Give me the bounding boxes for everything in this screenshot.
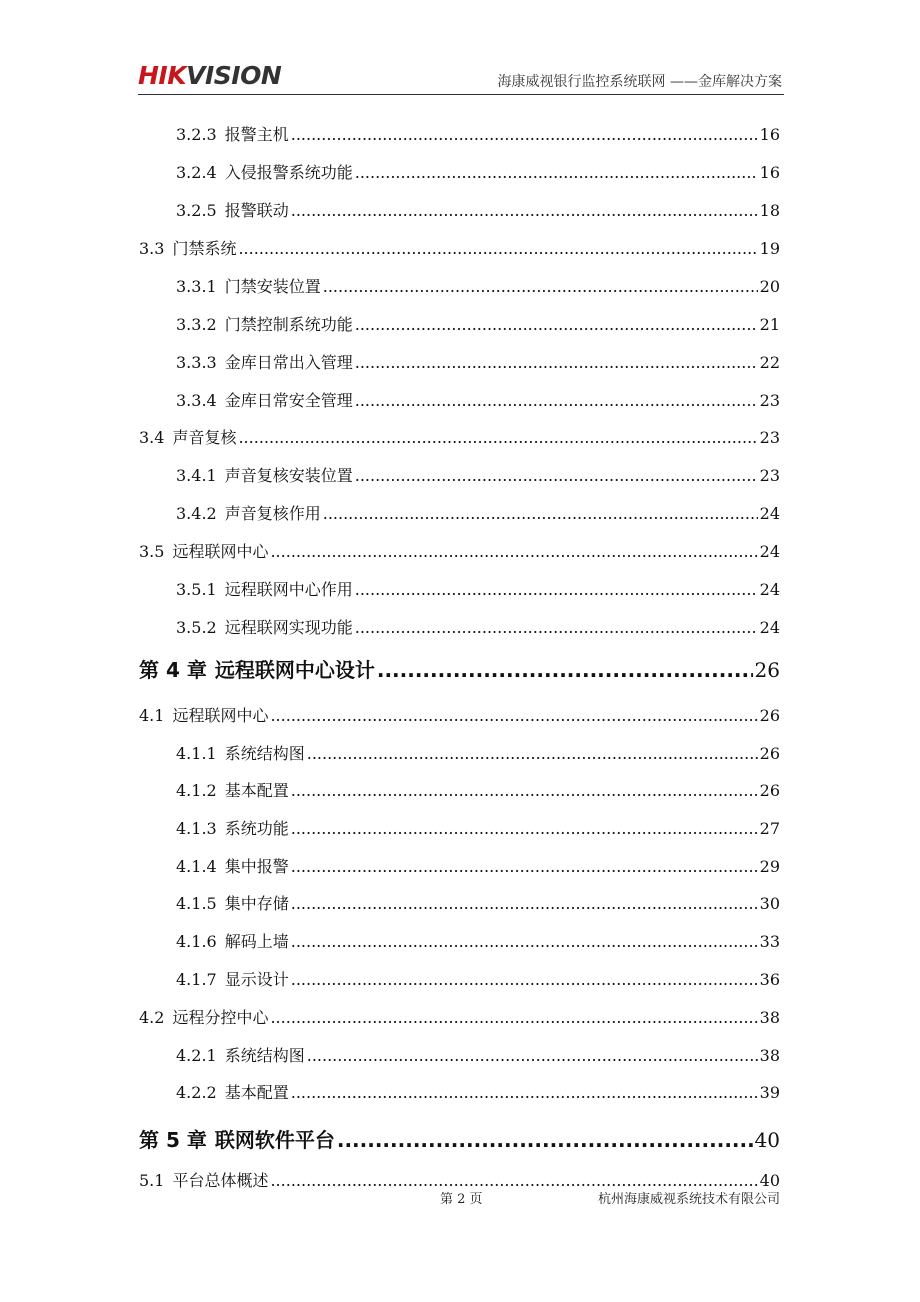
toc-leader-dots [270,1008,757,1027]
toc-leader-dots [291,819,758,838]
toc-entry-page: 26 [759,781,780,800]
toc-entry-page: 38 [759,1046,780,1065]
toc-leader-dots [355,353,758,372]
toc-entry-title: 金库日常安全管理 [224,391,353,410]
toc-entry-page: 24 [759,580,780,599]
toc-entry-page: 36 [759,970,780,989]
toc-entry-title: 联网软件平台 [214,1128,335,1152]
toc-entry-title: 平台总体概述 [172,1171,269,1190]
toc-entry-number: 4.2 [139,1008,165,1027]
toc-entry-page: 23 [759,466,780,485]
toc-entry-number: 3.2.4 [176,163,217,182]
toc-entry-page: 18 [759,201,780,220]
toc-entry-label [176,967,289,990]
toc-entry-title: 声音复核作用 [224,504,321,523]
toc-leader-dots [238,428,757,447]
toc-entry-label [176,274,321,297]
toc-entry-title: 门禁安装位置 [224,277,321,296]
toc-entry-page: 40 [754,1128,780,1152]
toc-entry[interactable] [139,1005,780,1028]
toc-entry-title: 显示设计 [224,970,289,989]
toc-entry[interactable] [176,198,780,221]
toc-entry[interactable] [176,615,780,638]
toc-entry[interactable] [176,1080,780,1103]
toc-leader-dots [291,932,758,951]
toc-entry-title: 远程分控中心 [172,1008,269,1027]
toc-entry[interactable] [176,577,780,600]
toc-entry[interactable] [139,539,780,562]
toc-entry-number: 4.1.4 [176,857,217,876]
toc-entry-page: 29 [759,857,780,876]
toc-entry-number: 3.5 [139,542,165,561]
toc-entry-title: 集中报警 [224,857,289,876]
toc-entry-label [176,1043,305,1066]
toc-entry-title: 系统功能 [224,819,289,838]
toc-entry-page: 20 [759,277,780,296]
toc-entry-number: 4.1.7 [176,970,217,989]
toc-entry-page: 23 [759,391,780,410]
toc-entry[interactable] [139,1124,780,1153]
footer-company: 杭州海康威视系统技术有限公司 [597,1192,780,1207]
toc-entry[interactable] [176,741,780,764]
toc-leader-dots [291,970,758,989]
toc-entry-page: 26 [759,706,780,725]
toc-entry-number: 3.3.1 [176,277,217,296]
toc-leader-dots [238,239,757,258]
toc-leader-dots [307,744,758,763]
toc-entry-page: 38 [759,1008,780,1027]
toc-entry-title: 门禁系统 [172,239,237,258]
toc-entry-number: 3.4.2 [176,504,217,523]
toc-entry-page: 24 [759,618,780,637]
toc-entry-label [176,1080,289,1103]
toc-entry-label [176,198,289,221]
toc-entry[interactable] [176,816,780,839]
toc-entry[interactable] [139,654,780,683]
toc-entry-number: 3.4 [139,428,165,447]
toc-entry[interactable] [176,388,780,411]
toc-entry-page: 24 [759,504,780,523]
toc-entry-page: 26 [759,744,780,763]
toc-entry-page: 27 [759,819,780,838]
toc-entry-number: 4.1 [139,706,165,725]
toc-entry-label [139,1168,268,1191]
toc-entry-number: 3.3.3 [176,353,217,372]
toc-entry-title: 基本配置 [224,1083,289,1102]
toc-entry[interactable] [176,501,780,524]
toc-entry-title: 报警主机 [224,125,289,144]
toc-entry-number: 4.1.2 [176,781,217,800]
toc-entry[interactable] [176,967,780,990]
toc-entry-page: 33 [759,932,780,951]
toc-leader-dots [355,391,758,410]
toc-entry-label [139,539,268,562]
toc-entry-number: 4.2.2 [176,1083,217,1102]
toc-entry-page: 21 [759,315,780,334]
toc-leader-dots [270,542,757,561]
toc-entry-number: 4.1.6 [176,932,217,951]
toc-entry-title: 入侵报警系统功能 [224,163,353,182]
toc-entry[interactable] [176,160,780,183]
toc-leader-dots [355,466,758,485]
toc-entry[interactable] [176,350,780,373]
toc-leader-dots [323,277,758,296]
toc-entry-label [139,703,268,726]
toc-entry-number: 3.2.5 [176,201,217,220]
toc-entry[interactable] [176,122,780,145]
toc-entry-label [176,501,321,524]
toc-entry-title: 远程联网中心作用 [224,580,353,599]
toc-leader-dots [355,580,758,599]
toc-entry-label [176,854,289,877]
toc-entry-title: 远程联网中心 [172,542,269,561]
toc-entry-page: 24 [759,542,780,561]
toc-entry-number: 第 5 章 [139,1128,207,1152]
toc-entry-title: 金库日常出入管理 [224,353,353,372]
toc-leader-dots [291,857,758,876]
toc-entry[interactable] [176,778,780,801]
toc-entry-label [139,236,236,259]
toc-entry-number: 3.4.1 [176,466,217,485]
toc-leader-dots [355,315,758,334]
toc-entry-title: 远程联网中心 [172,706,269,725]
toc-entry-number: 4.1.3 [176,819,217,838]
toc-entry-label [176,350,353,373]
toc-entry-label [139,425,236,448]
toc-entry-number: 5.1 [139,1171,165,1190]
toc-entry[interactable] [176,274,780,297]
toc-entry-title: 远程联网中心设计 [214,658,375,682]
toc-entry[interactable] [139,236,780,259]
toc-entry-label [176,615,353,638]
toc-entry-page: 19 [759,239,780,258]
toc-entry-label [139,1124,335,1153]
toc-entry-number: 4.1.1 [176,744,217,763]
toc-entry-title: 门禁控制系统功能 [224,315,353,334]
toc-entry-label [176,577,353,600]
toc-entry-label [176,816,289,839]
toc-leader-dots [337,1128,753,1152]
toc-leader-dots [291,781,758,800]
toc-entry-label [139,1005,268,1028]
hikvision-logo: HIKVISION [138,61,282,90]
toc-entry-page: 39 [759,1083,780,1102]
toc-entry-label [176,463,353,486]
header-title: 海康威视银行监控系统联网 ——金库解决方案 [497,74,782,90]
toc-entry-page: 16 [759,125,780,144]
toc-leader-dots [291,894,758,913]
toc-entry-label [139,654,375,683]
toc-entry-label [176,778,289,801]
toc-entry-label [176,160,353,183]
toc-entry-label [176,312,353,335]
toc-leader-dots [291,1083,758,1102]
toc-leader-dots [291,125,758,144]
toc-leader-dots [355,618,758,637]
toc-entry-number: 3.3.4 [176,391,217,410]
toc-entry-title: 声音复核 [172,428,237,447]
toc-entry-page: 16 [759,163,780,182]
toc-entry-number: 3.5.1 [176,580,217,599]
toc-entry-number: 4.2.1 [176,1046,217,1065]
toc-entry-title: 系统结构图 [224,1046,305,1065]
toc-entry[interactable] [176,463,780,486]
toc-entry-page: 30 [759,894,780,913]
toc-entry-page: 23 [759,428,780,447]
page-header [138,62,784,95]
toc-leader-dots [291,201,758,220]
toc-entry-title: 系统结构图 [224,744,305,763]
toc-entry[interactable] [139,703,780,726]
toc-entry-number: 3.5.2 [176,618,217,637]
toc-leader-dots [355,163,758,182]
toc-leader-dots [377,658,753,682]
toc-entry-number: 3.3.2 [176,315,217,334]
toc-entry[interactable] [176,1043,780,1066]
toc-entry-title: 远程联网实现功能 [224,618,353,637]
toc-entry-label [176,122,289,145]
toc-entry-number: 3.3 [139,239,165,258]
toc-entry-title: 解码上墙 [224,932,289,951]
toc-entry-label [176,929,289,952]
toc-entry-title: 报警联动 [224,201,289,220]
toc-entry[interactable] [176,891,780,914]
toc-entry-page: 22 [759,353,780,372]
toc-entry-page: 40 [759,1171,780,1190]
toc-entry-number: 4.1.5 [176,894,217,913]
toc-entry-number: 第 4 章 [139,658,207,682]
footer-page-number: 第 2 页 [440,1192,483,1207]
toc-entry[interactable] [176,854,780,877]
toc-entry-number: 3.2.3 [176,125,217,144]
toc-entry-title: 集中存储 [224,894,289,913]
toc-entry[interactable] [176,929,780,952]
toc-entry-label [176,891,289,914]
toc-entry[interactable] [139,425,780,448]
toc-leader-dots [323,504,758,523]
toc-leader-dots [307,1046,758,1065]
toc-entry[interactable] [176,312,780,335]
toc-entry-page: 26 [754,658,780,682]
toc-entry-title: 声音复核安装位置 [224,466,353,485]
toc-entry-title: 基本配置 [224,781,289,800]
toc-entry-label [176,741,305,764]
toc-entry-label [176,388,353,411]
toc-leader-dots [270,706,757,725]
